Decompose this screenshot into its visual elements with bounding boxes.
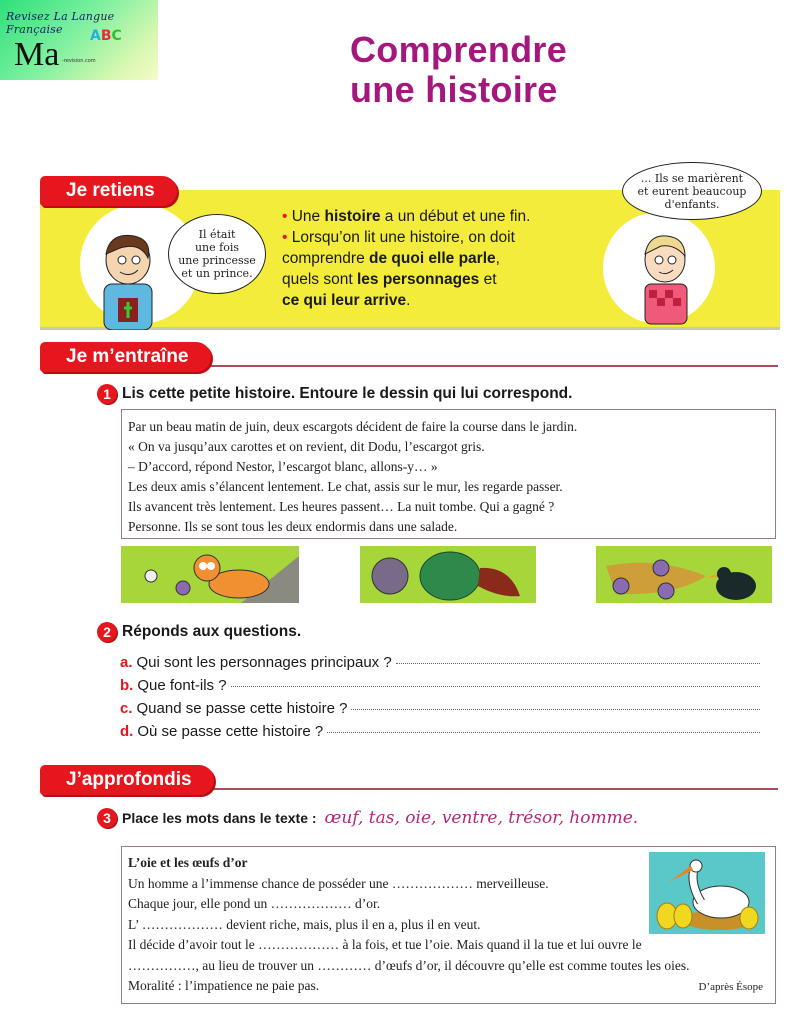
bold-text: ce qui leur arrive [282,292,407,309]
story-line: Les deux amis s’élancent lentement. Le chat, assis sur le mur, les regarde passer. [128,479,563,494]
bubble-line: ... Ils se marièrent [640,171,744,185]
exercise-3-header [97,808,638,828]
exercise-number-badge: 3 [97,808,117,828]
snail-lettuce-carrot-picture[interactable] [360,546,536,603]
fable-text-box [121,846,776,1004]
rule-2-line-4 [282,290,530,311]
snails-and-cat-picture[interactable] [121,546,299,603]
question-letter: b. [120,677,134,694]
abc-icon [90,28,122,44]
story-line: Personne. Ils se sont tous les deux endormis dans une salade. [128,519,458,534]
exercise-number-badge: 2 [97,622,117,642]
bullet-icon: • [282,229,292,246]
question-text: Où se passe cette histoire ? [137,723,324,740]
cat-snails-icon [121,546,299,603]
abc-letter-b: B [100,28,112,44]
snails-and-blackbird-picture[interactable] [596,546,772,603]
questions-list [120,651,760,743]
bullet-icon: • [282,208,292,225]
boy-speech-bubble [168,214,266,294]
section-divider [200,365,778,367]
fable-line: L’ ……………… devient riche, mais, plus il en a, plus il en veut. [128,916,481,932]
rule-2-line-2 [282,248,530,269]
girl-speech-bubble [622,162,762,220]
goose-picture [649,852,765,934]
rule-2-line-3 [282,269,530,290]
bubble-line: et eurent beaucoup [637,184,747,198]
bold-text: les personnages [356,271,480,288]
answer-line[interactable] [231,686,760,687]
exercise-1-header [97,384,572,404]
answer-line[interactable] [396,663,760,664]
rule-1 [282,206,530,227]
story-line: Ils avancent très lentement. Les heures passent… La nuit tombe. Qui a gagné ? [128,499,555,514]
question-d [120,720,760,743]
bubble-line: une fois [194,241,240,254]
question-letter: a. [120,654,133,671]
section-tab-je-mentraine: Je m’entraîne [40,342,211,372]
story-line: Par un beau matin de juin, deux escargots décident de faire la course dans le jardin. [128,419,578,434]
bubble-line: Il était [198,228,236,241]
bubble-line: une princesse [178,254,256,267]
question-letter: d. [120,723,134,740]
bold-text: de quoi elle parle [369,250,496,267]
word-list: œuf, tas, oie, ventre, trésor, homme. [324,808,639,828]
site-logo [0,0,158,80]
question-b [120,674,760,697]
question-text: Que font-ils ? [137,677,227,694]
text: et [479,271,497,288]
bold-text: histoire [324,208,381,225]
bubble-line: et un prince. [181,267,253,280]
story-line: « On va jusqu’aux carottes et on revient, dit Dodu, l’escargot gris. [128,439,485,454]
title-line-2: une histoire [350,69,558,110]
fable-title: L’oie et les œufs d’or [128,855,248,870]
question-c [120,697,760,720]
fable-source: D’après Ésope [698,980,763,993]
exercise-2-instruction: Réponds aux questions. [122,623,302,640]
story-line: – D’accord, répond Nestor, l’escargot blanc, allons-y… » [128,459,438,474]
title-line-1: Comprendre [350,29,568,70]
text: , [495,250,500,267]
boy-illustration-icon [90,230,170,330]
fable-line: Un homme a l’immense chance de posséder une ……………… merveilleuse. [128,875,549,891]
girl-illustration-icon [625,228,705,328]
section-tab-je-retiens: Je retiens [40,176,177,206]
text: Lorsqu’on lit une histoire, on doit [291,229,515,246]
snails-blackbird-icon [596,546,772,603]
text: . [406,292,411,309]
bubble-line: d'enfants. [664,197,720,211]
section-tab-japprofondis: J’approfondis [40,765,214,795]
logo-mark: Ma [14,36,60,73]
question-text: Qui sont les personnages principaux ? [136,654,392,671]
goose-golden-eggs-icon [649,852,765,934]
fable-line: ……………, au lieu de trouver un ………… d’œufs d’or, il découvre qu’elle est comme toutes les oies. [128,957,690,973]
abc-letter-a: A [90,28,101,44]
snail-lettuce-icon [360,546,536,603]
fable-line: Moralité : l’impatience ne paie pas. [128,978,320,993]
question-a [120,651,760,674]
story-text-box [121,409,776,539]
fable-line: Il décide d’avoir tout le ……………… à la fois, et tue l’oie. Mais quand il la tue et lui ouvre le [128,937,642,952]
logo-tagline: Revisez La Langue Française [6,10,115,36]
rule-2 [282,227,530,248]
text: a un début et une fin. [380,208,531,225]
retiens-rules [282,206,530,311]
exercise-3-instruction: Place les mots dans le texte : [122,810,317,826]
page-title [350,30,567,110]
abc-letter-c: C [111,28,122,44]
fable-line: Chaque jour, elle pond un ……………… d’or. [128,896,381,911]
answer-line[interactable] [351,709,760,710]
text: Une [291,208,325,225]
text: quels sont [282,271,357,288]
question-text: Quand se passe cette histoire ? [136,700,348,717]
logo-subtext: -revision.com [62,58,96,64]
exercise-2-header [97,622,301,642]
exercise-number-badge: 1 [97,384,117,404]
exercise-1-instruction: Lis cette petite histoire. Entoure le dessin qui lui correspond. [122,385,573,402]
question-letter: c. [120,700,133,717]
section-divider [210,788,778,790]
answer-line[interactable] [327,732,760,733]
text: comprendre [282,250,370,267]
